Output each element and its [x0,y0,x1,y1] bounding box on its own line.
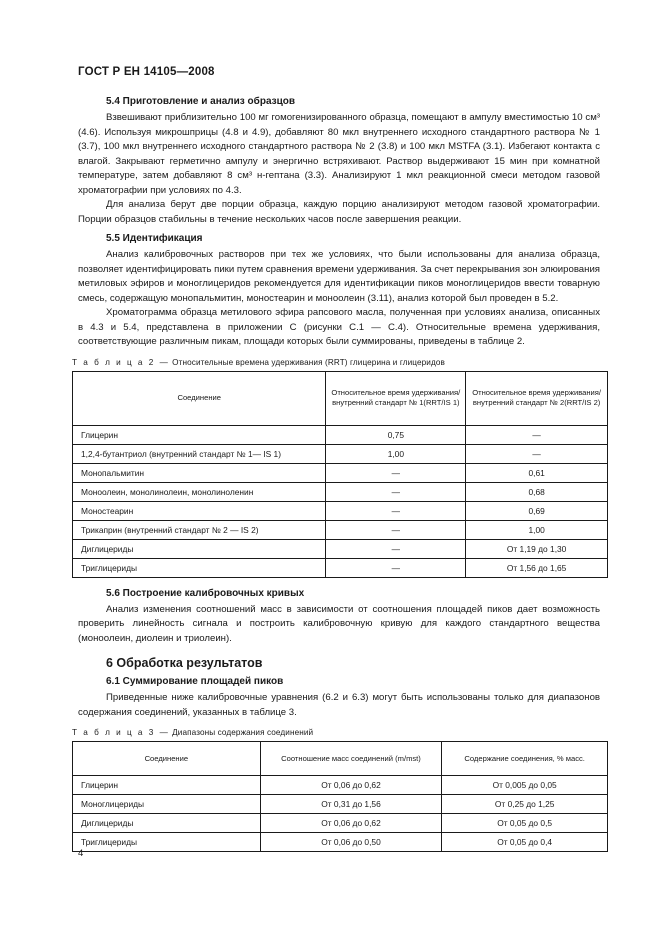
table-cell: 1,2,4-бутантриол (внутренний стандарт № 1— IS 1) [73,444,326,463]
table-row [73,558,608,577]
table-cell: От 0,31 до 1,56 [260,795,442,814]
table-cell: Триглицериды [73,558,326,577]
paragraph: Взвешивают приблизительно 100 мг гомогенизированного образца, помещают в ампулу вместимостью 10 см³ (4.6). Используя микрошприцы (4.8 и 4.9), добавляют 80 мкл внутреннего исходного стандартного раствора № 1 (3.7), 100 мкл внутреннего исходного стандартного раствора № 2 (3.8) и 100 мкл MSTFA (3.1). Избегают контакта с влагой. Закрывают герметично ампулу и энергично встряхивают. Раствор выдерживают 15 мин при комнатной температуре, затем добавляют 8 см³ н-гептана (3.3). Анализируют 1 мкл реакционной смеси методом газовой хроматографии при условиях по 4.3. [78,112,600,196]
table-cell: 1,00 [466,520,608,539]
table-row [73,463,608,482]
table-caption [72,728,600,737]
column-header: Относительное время удерживания/внутренний стандарт № 1(RRT/IS 1) [326,371,466,425]
table-row [73,776,608,795]
table-cell: — [326,558,466,577]
section-5-5 [78,233,600,350]
table-cell: От 0,06 до 0,62 [260,776,442,795]
table-cell: Моностеарин [73,501,326,520]
table-row [73,814,608,833]
table-cell: 1,00 [326,444,466,463]
column-header: Соотношение масс соединений (m/mst) [260,742,442,776]
table-row [73,501,608,520]
table-cell: — [466,425,608,444]
table-cell: 0,69 [466,501,608,520]
table-cell: От 0,05 до 0,4 [442,833,608,852]
column-header: Соединение [73,742,261,776]
table-cell: Триглицериды [73,833,261,852]
table-cell: 0,75 [326,425,466,444]
table-cell: — [326,520,466,539]
section-heading: 5.4 Приготовление и анализ образцов [106,96,296,107]
section-heading: 5.5 Идентификация [106,233,203,244]
section-heading: 5.6 Построение калибровочных кривых [106,587,305,599]
table-cell: Моноолеин, монолинолеин, монолиноленин [73,482,326,501]
section-5-6 [78,588,600,647]
paragraph: Для анализа берут две порции образца, каждую порцию анализируют методом газовой хроматографии. Порции образцов стабильны в течение нескольких часов после завершения реакции. [78,199,600,225]
table-cell: — [326,539,466,558]
table-cell: От 0,25 до 1,25 [442,795,608,814]
table-retention-times [72,371,608,578]
table-cell: — [326,463,466,482]
table-cell: — [326,482,466,501]
paragraph: Анализ изменения соотношений масс в зависимости от соотношения площадей пиков дает возможность проверить линейность сигнала и построить калибровочную кривую для каждого стандартного вещества (моноолеин, диолеин и триолеин). [78,603,600,644]
table-cell: Глицерин [73,776,261,795]
paragraph: Хроматограмма образца метилового эфира рапсового масла, полученная при условиях анализа, описанных в 4.3 и 5.4, представлена в приложении С (рисунки С.1 — С.4). Относительные времена удерживания, соответствующие различным пикам, площади которых были суммированы, приведены в таблице 2. [78,307,600,347]
table-row [73,833,608,852]
page-number: 4 [78,848,84,859]
table-cell: От 0,05 до 0,5 [442,814,608,833]
column-header: Соединение [73,371,326,425]
table-cell: Диглицериды [73,539,326,558]
table-cell: От 1,19 до 1,30 [466,539,608,558]
page-content [72,96,602,852]
table-cell: — [326,501,466,520]
table-cell: От 1,56 до 1,65 [466,558,608,577]
paragraph: Приведенные ниже калибровочные уравнения (6.2 и 6.3) могут быть использованы только для диапазонов содержания соединений, указанных в таблице 3. [78,692,600,718]
table-header-row [73,742,608,776]
table-cell: Моноглицериды [73,795,261,814]
table-cell: Монопальмитин [73,463,326,482]
table-row [73,444,608,463]
section-5-4 [78,96,600,227]
table-header-row [73,371,608,425]
section-heading: 6.1 Суммирование площадей пиков [106,676,284,687]
paragraph: Анализ калибровочных растворов при тех же условиях, что были использованы для анализа образца, позволяет идентифицировать пики путем сравнения времени удерживания. За счет перекрывания зон элюирования метиловых эфиров и моноглицеридов рекомендуется для идентификации пиков моноглицеридов ввести товарную смесь, содержащую монопальмитин, моностеарин и моноолеин (3.11), анализ которой был проведен в 5.2. [78,249,600,304]
document-id: ГОСТ Р ЕН 14105—2008 [78,66,215,78]
table-cell: 0,68 [466,482,608,501]
table-row [73,425,608,444]
table-caption [72,358,600,367]
table-caption-prefix: Т а б л и ц а 3 — [72,728,170,737]
table-caption-text: Диапазоны содержания соединений [169,728,314,737]
column-header: Содержание соединения, % масс. [442,742,608,776]
table-row [73,539,608,558]
table-row [73,482,608,501]
table-cell: От 0,005 до 0,05 [442,776,608,795]
table-cell: От 0,06 до 0,62 [260,814,442,833]
table-row [73,520,608,539]
chapter-heading: 6 Обработка результатов [106,656,263,670]
table-cell: Глицерин [73,425,326,444]
table-caption-prefix: Т а б л и ц а 2 — [72,357,170,367]
table-row [73,795,608,814]
table-cell: — [466,444,608,463]
table-cell: 0,61 [466,463,608,482]
table-cell: От 0,06 до 0,50 [260,833,442,852]
section-6-1 [78,676,600,720]
table-content-ranges [72,741,608,852]
column-header: Относительное время удерживания/внутренний стандарт № 2(RRT/IS 2) [466,371,608,425]
table-cell: Трикаприн (внутренний стандарт № 2 — IS 2) [73,520,326,539]
table-caption-text: Относительные времена удерживания (RRT) глицерина и глицеридов [169,357,445,367]
table-cell: Диглицериды [73,814,261,833]
